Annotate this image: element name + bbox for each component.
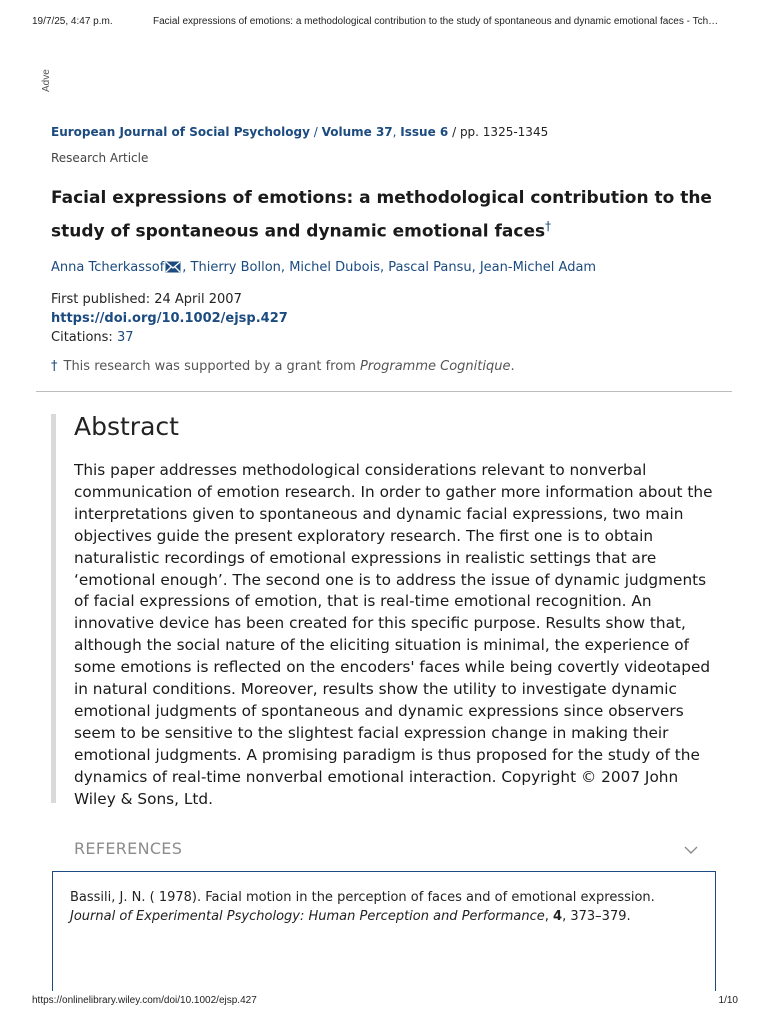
- author-link[interactable]: Thierry Bollon: [190, 260, 281, 275]
- references-toggle[interactable]: [74, 839, 698, 865]
- reference-volume: 4: [553, 909, 563, 924]
- reference-comma: ,: [544, 909, 554, 924]
- reference-journal: Journal of Experimental Psychology: Human Perception and Performance: [70, 909, 545, 924]
- breadcrumb-comma: ,: [392, 125, 401, 139]
- mail-icon[interactable]: [165, 261, 181, 273]
- author-separator: ,: [471, 260, 480, 275]
- print-date: 19/7/25, 4:47 p.m.: [32, 16, 113, 27]
- journal-link[interactable]: European Journal of Social Psychology: [51, 125, 310, 139]
- author-link[interactable]: Jean-Michel Adam: [479, 260, 597, 275]
- footnote-text: This research was supported by a grant from: [63, 359, 360, 374]
- funding-footnote: [51, 359, 515, 374]
- references-panel: [52, 871, 716, 991]
- author-link[interactable]: Pascal Pansu: [388, 260, 472, 275]
- author-list: [51, 260, 596, 275]
- advert-label: Adve: [41, 69, 52, 92]
- chevron-down-icon[interactable]: [684, 846, 698, 855]
- volume-link[interactable]: Volume 37: [321, 125, 393, 139]
- author-link[interactable]: Anna Tcherkassof: [51, 260, 165, 275]
- abstract-text: This paper addresses methodological considerations relevant to nonverbal communication of emotion research. In order to gather more information about the interpretations given to spontaneous and dynamic facial expressions, two main objectives guide the present exploratory research. The first one is to obtain naturalistic recordings of emotional expressions in realistic settings that are ‘emotional enough’. The second one is to address the issue of dynamic judgments of facial expressions of emotion, that is real-time emotional recognition. An innovative device has been created for this specific purpose. Results show that, although the social nature of the eliciting situation is minimal, the experience of some emotions is reflected on the encoders' faces while being covertly videotaped in natural conditions. Moreover, results show the utility to investigate dynamic emotional judgments of spontaneous and dynamic expressions since observers seem to be sensitive to the slightest facial expression change in making their emotional judgments. A promising paradigm is thus proposed for the study of the dynamics of real-time nonverbal emotional interaction. Copyright © 2007 John Wiley & Sons, Ltd.: [74, 461, 713, 808]
- print-page-title: Facial expressions of emotions: a methodological contribution to the study of spontaneous and dynamic emotional faces - Tch…: [153, 16, 719, 27]
- page-range: pp. 1325-1345: [459, 125, 549, 139]
- section-divider: [36, 391, 732, 392]
- references-label: REFERENCES: [74, 839, 183, 858]
- doi-link[interactable]: https://doi.org/10.1002/ejsp.427: [51, 311, 288, 326]
- publication-meta: [51, 290, 288, 347]
- breadcrumb-separator: /: [309, 125, 322, 139]
- citations-count-link[interactable]: 37: [116, 330, 134, 345]
- footnote-end: .: [510, 359, 515, 374]
- journal-breadcrumb: [51, 125, 548, 139]
- author-link[interactable]: Michel Dubois: [289, 260, 380, 275]
- author-separator: ,: [182, 260, 191, 275]
- reference-item: [70, 888, 700, 926]
- first-published: First published: 24 April 2007: [51, 292, 242, 307]
- article-type: Research Article: [51, 151, 149, 165]
- footnote-marker: †: [51, 359, 58, 374]
- print-header: [32, 16, 740, 30]
- abstract-accent-bar: [51, 414, 56, 803]
- article-title-text: Facial expressions of emotions: a methodological contribution to the study of spontaneous and dynamic emotional faces: [51, 188, 712, 242]
- article-title: [51, 184, 731, 246]
- print-url: https://onlinelibrary.wiley.com/doi/10.1002/ejsp.427: [32, 995, 257, 1006]
- author-separator: ,: [280, 260, 290, 275]
- breadcrumb-separator: /: [448, 125, 460, 139]
- citations: [51, 328, 288, 347]
- abstract-heading: Abstract: [74, 412, 179, 441]
- reference-authors: Bassili, J. N. ( 1978). Facial motion in the perception of faces and of emotional expression.: [70, 890, 655, 905]
- author-separator: ,: [379, 260, 389, 275]
- title-footnote-link[interactable]: †: [545, 219, 552, 233]
- issue-link[interactable]: Issue 6: [400, 125, 449, 139]
- program-name: Programme Cognitique: [359, 359, 511, 374]
- print-footer: [32, 995, 738, 1009]
- print-page-number: 1/10: [718, 995, 738, 1006]
- citations-label: Citations:: [51, 330, 117, 345]
- reference-pages: , 373–379.: [562, 909, 631, 924]
